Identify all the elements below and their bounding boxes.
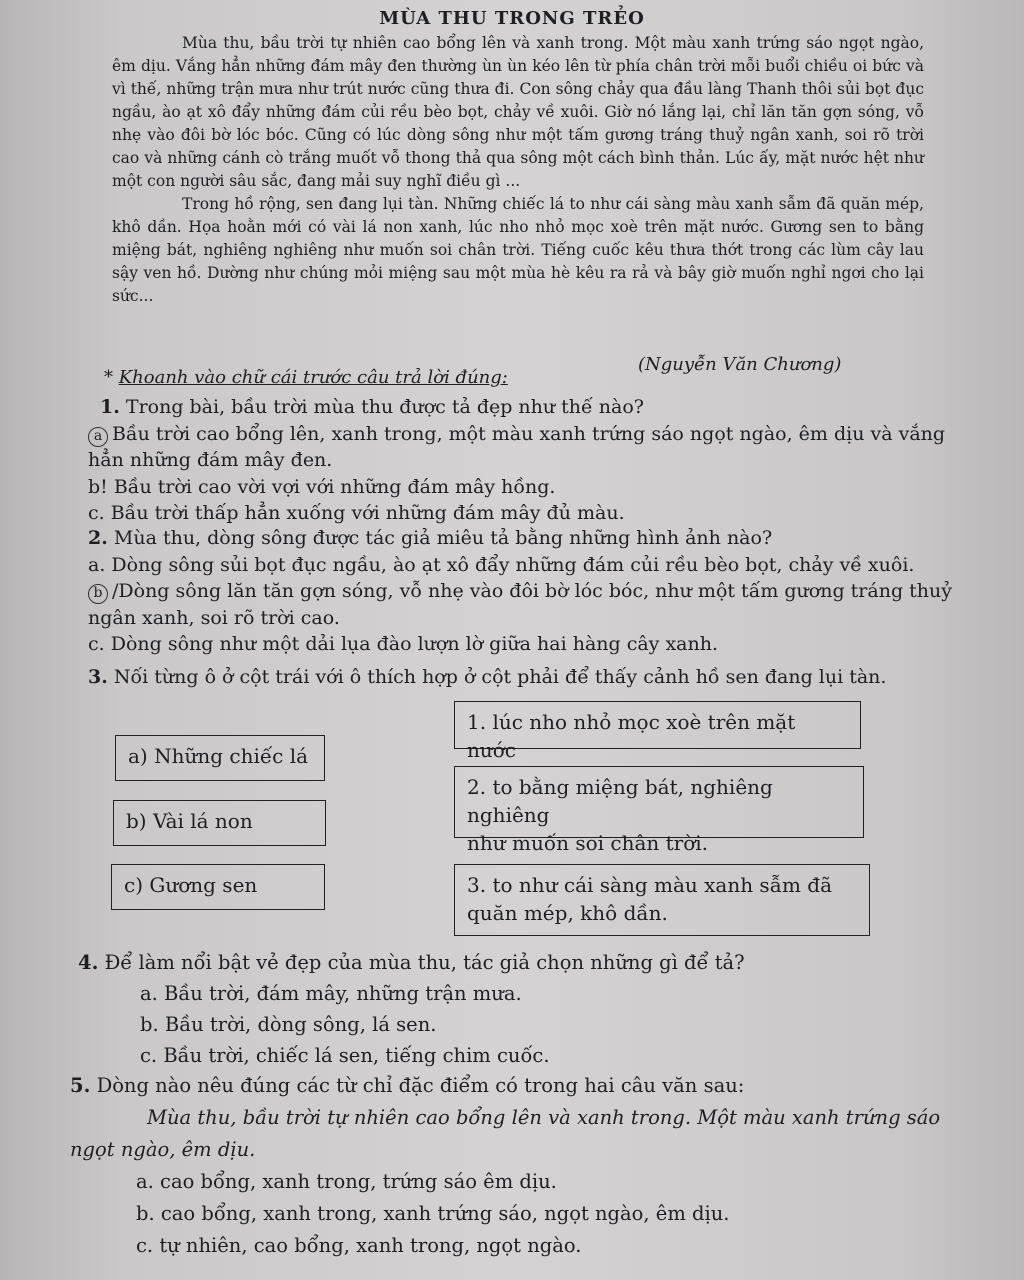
question-5 [70, 1070, 990, 1262]
question-5-number: 5. [70, 1074, 91, 1097]
question-2-number: 2. [88, 527, 108, 549]
question-2-option-b-line2: ngân xanh, soi rõ trời cao. [88, 606, 340, 629]
question-1-number: 1. [100, 396, 120, 418]
question-1-option-c[interactable]: c. Bầu trời thấp hẳn xuống với những đám mây đủ màu. [88, 502, 625, 524]
match-left-b[interactable]: b) Vài lá non [113, 800, 326, 846]
match-right-3-line1: 3. to như cái sàng màu xanh sẫm đã [467, 873, 832, 897]
question-4 [78, 947, 745, 1071]
question-5-quote-line1: Mùa thu, bầu trời tự nhiên cao bổng lên và xanh trong. Một màu xanh trứng sáo [147, 1106, 941, 1129]
instruction-text: Khoanh vào chữ cái trước câu trả lời đúng: [118, 367, 508, 388]
instruction [104, 367, 508, 388]
match-right-2-line1: 2. to bằng miệng bát, nghiêng nghiêng [467, 775, 773, 827]
match-right-1[interactable] [454, 701, 861, 762]
match-right-1-line1: 1. lúc nho nhỏ mọc xoè trên mặt nước [467, 710, 796, 762]
question-4-option-a[interactable]: a. Bầu trời, đám mây, những trận mưa. [140, 982, 522, 1005]
match-right-3[interactable] [454, 864, 870, 936]
question-4-option-c[interactable]: c. Bầu trời, chiếc lá sen, tiếng chim cuốc. [140, 1044, 550, 1067]
question-1-option-b[interactable]: b! Bầu trời cao vời vợi với những đám mây hồng. [88, 475, 556, 498]
question-5-option-c[interactable]: c. tự nhiên, cao bổng, xanh trong, ngọt ngào. [136, 1234, 582, 1257]
question-4-option-b[interactable]: b. Bầu trời, dòng sông, lá sen. [140, 1013, 437, 1036]
question-5-option-a[interactable]: a. cao bổng, xanh trong, trứng sáo êm dịu. [136, 1170, 557, 1193]
question-3-number: 3. [88, 666, 108, 688]
author-credit: (Nguyễn Văn Chương) [638, 354, 842, 375]
match-left-c[interactable]: c) Gương sen [111, 864, 325, 910]
question-2 [88, 525, 968, 658]
reading-passage [112, 32, 924, 308]
passage-paragraph-2: Trong hồ rộng, sen đang lụi tàn. Những chiếc lá to như cái sàng màu xanh sẫm đã quăn mép, khô dần. Họa hoằn mới có vài lá non xanh, lúc nho nhỏ mọc xoè trên mặt nước. Gương sen to bằng miệng bát, nghiêng nghiêng như muốn soi chân trời. Tiếng cuốc kêu thưa thớt trong các lùm cây lau sậy ven hồ. Dường như chúng mỏi miệng sau một mùa hè kêu ra rả và bây giờ muốn nghỉ ngơi cho lại sức... [112, 195, 924, 305]
question-4-stem: Để làm nổi bật vẻ đẹp của mùa thu, tác giả chọn những gì để tả? [104, 951, 745, 974]
question-1 [88, 394, 968, 527]
question-2-answer-circle[interactable]: b [88, 584, 108, 604]
question-3-stem: Nối từng ô ở cột trái với ô thích hợp ở cột phải để thấy cảnh hồ sen đang lụi tàn. [113, 666, 887, 688]
question-3 [88, 666, 886, 688]
match-right-3-line2: quăn mép, khô dần. [467, 901, 668, 925]
question-2-option-a[interactable]: a. Dòng sông sủi bọt đục ngầu, ào ạt xô đẩy những đám củi rều bèo bọt, chảy về xuôi. [88, 553, 915, 576]
question-1-stem: Trong bài, bầu trời mùa thu được tả đẹp như thế nào? [125, 396, 644, 418]
question-2-option-b-line1: /Dòng sông lăn tăn gợn sóng, vỗ nhẹ vào đôi bờ lóc bóc, như một tấm gương tráng thuỷ [112, 580, 952, 602]
question-4-number: 4. [78, 951, 99, 974]
match-left-a[interactable]: a) Những chiếc lá [115, 735, 325, 781]
match-right-2[interactable] [454, 766, 864, 855]
page-title: MÙA THU TRONG TRẺO [379, 8, 645, 29]
question-1-option-a-line1: Bầu trời cao bổng lên, xanh trong, một màu xanh trứng sáo ngọt ngào, êm dịu và vắng [112, 422, 946, 445]
passage-paragraph-1: Mùa thu, bầu trời tự nhiên cao bổng lên và xanh trong. Một màu xanh trứng sáo ngọt ngào, êm dịu. Vắng hẳn những đám mây đen thường ùn ùn kéo lên từ phía chân trời mỗi buổi chiều oi bức và vì thế, những trận mưa như trút nước cũng thưa đi. Con sông chảy qua đầu làng Thanh thôi sủi bọt đục ngầu, ào ạt xô đẩy những đám củi rều bèo bọt, chảy về xuôi. Giờ nó lắng lại, chỉ lăn tăn gợn sóng, vỗ nhẹ vào đôi bờ lóc bóc. Cũng có lúc dòng sông như một tấm gương tráng thuỷ ngân xanh, soi rõ trời cao và những cánh cò trắng muốt vỗ thong thả qua sông một cách bình thản. Lúc ấy, mặt nước hệt như một con người sâu sắc, đang mải suy nghĩ điều gì ... [112, 34, 924, 190]
question-2-stem: Mùa thu, dòng sông được tác giả miêu tả bằng những hình ảnh nào? [113, 527, 773, 549]
question-1-answer-circle[interactable]: a [88, 427, 108, 447]
instruction-star: * [104, 367, 119, 388]
question-5-quote-line2: ngọt ngào, êm dịu. [70, 1138, 256, 1161]
match-right-2-line2: như muốn soi chân trời. [467, 831, 709, 855]
question-2-option-c[interactable]: c. Dòng sông như một dải lụa đào lượn lờ giữa hai hàng cây xanh. [88, 633, 719, 655]
question-1-option-a-line2: hẳn những đám mây đen. [88, 449, 333, 471]
question-5-stem: Dòng nào nêu đúng các từ chỉ đặc điểm có trong hai câu văn sau: [96, 1074, 745, 1097]
question-5-option-b[interactable]: b. cao bổng, xanh trong, xanh trứng sáo, ngọt ngào, êm dịu. [136, 1202, 730, 1225]
